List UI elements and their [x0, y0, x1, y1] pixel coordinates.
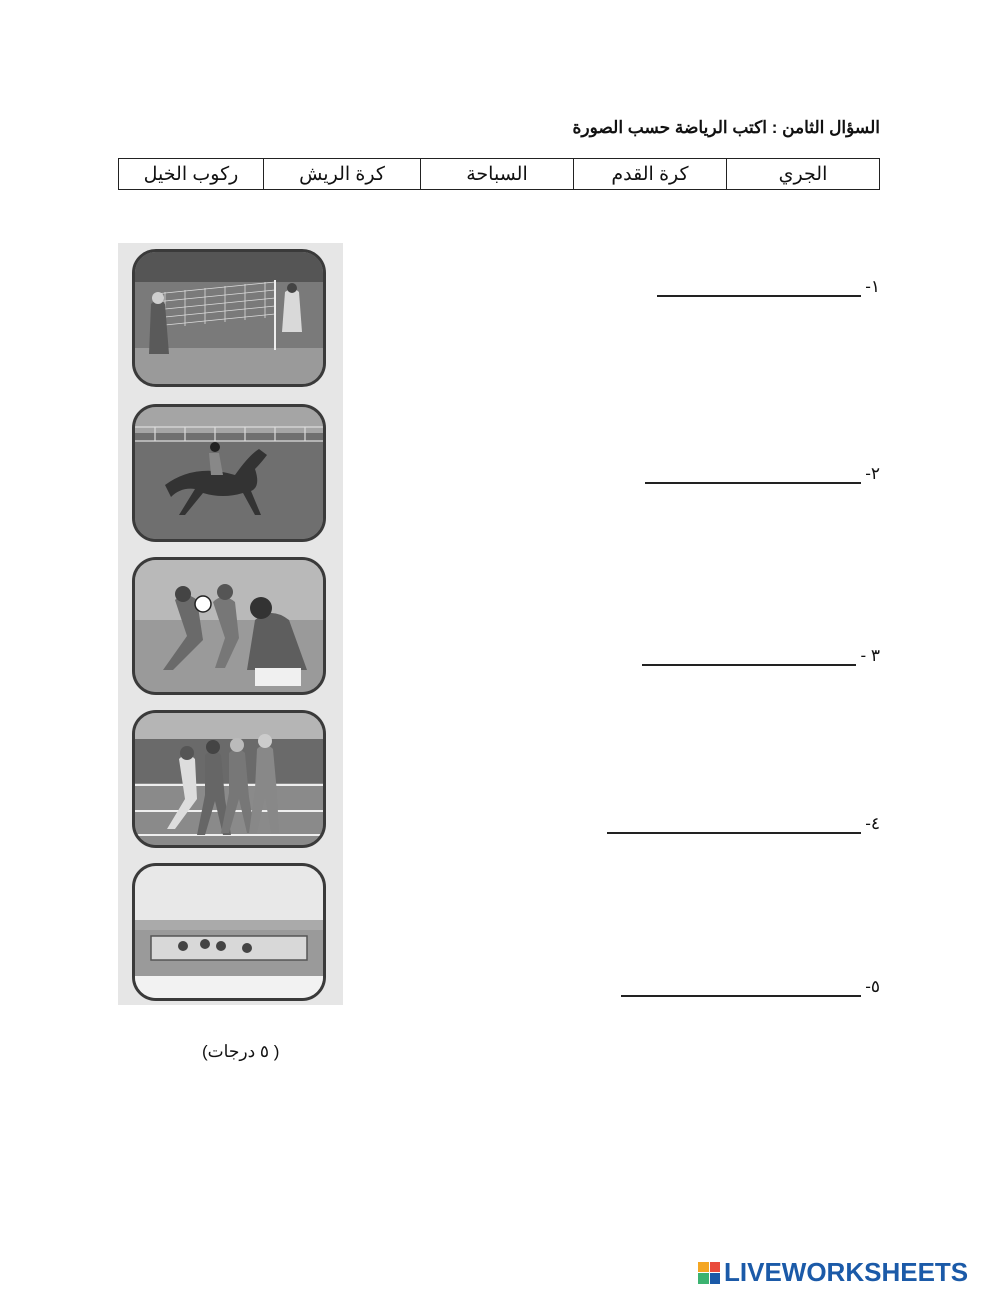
liveworksheets-icon [698, 1262, 720, 1284]
answer-number: ٥- [865, 977, 880, 996]
swimming-picture [132, 863, 326, 1001]
answer-line-4 [607, 814, 880, 834]
answer-blank[interactable] [607, 814, 861, 834]
brand-name: LIVEWORKSHEETS [724, 1257, 969, 1287]
word-bank-cell: كرة الريش [264, 159, 421, 190]
word-bank-table [118, 158, 880, 190]
answer-line-5 [621, 977, 880, 997]
word-bank-row [119, 159, 880, 190]
answer-line-2 [645, 464, 880, 484]
word-bank-cell: كرة القدم [574, 159, 727, 190]
answer-number: ٤- [865, 814, 880, 833]
score-note: ( ٥ درجات) [202, 1042, 280, 1061]
answer-line-1 [657, 277, 880, 297]
answer-line-3 [642, 646, 880, 666]
answer-blank[interactable] [645, 464, 861, 484]
question-title: السؤال الثامن : اكتب الرياضة حسب الصورة [572, 118, 880, 137]
word-bank-cell: الجري [727, 159, 880, 190]
badminton-picture [132, 249, 326, 387]
word-bank-cell: السباحة [421, 159, 574, 190]
answer-number: ١- [865, 277, 880, 296]
answer-blank[interactable] [657, 277, 861, 297]
horse-riding-picture [132, 404, 326, 542]
answer-blank[interactable] [621, 977, 861, 997]
answer-blank[interactable] [642, 646, 856, 666]
running-picture [132, 710, 326, 848]
word-bank-cell: ركوب الخيل [119, 159, 264, 190]
answer-number: ٢- [865, 464, 880, 483]
pictures-strip [118, 243, 343, 1005]
answer-number: ٣ - [860, 646, 880, 665]
football-picture [132, 557, 326, 695]
brand-logo [698, 1257, 968, 1288]
